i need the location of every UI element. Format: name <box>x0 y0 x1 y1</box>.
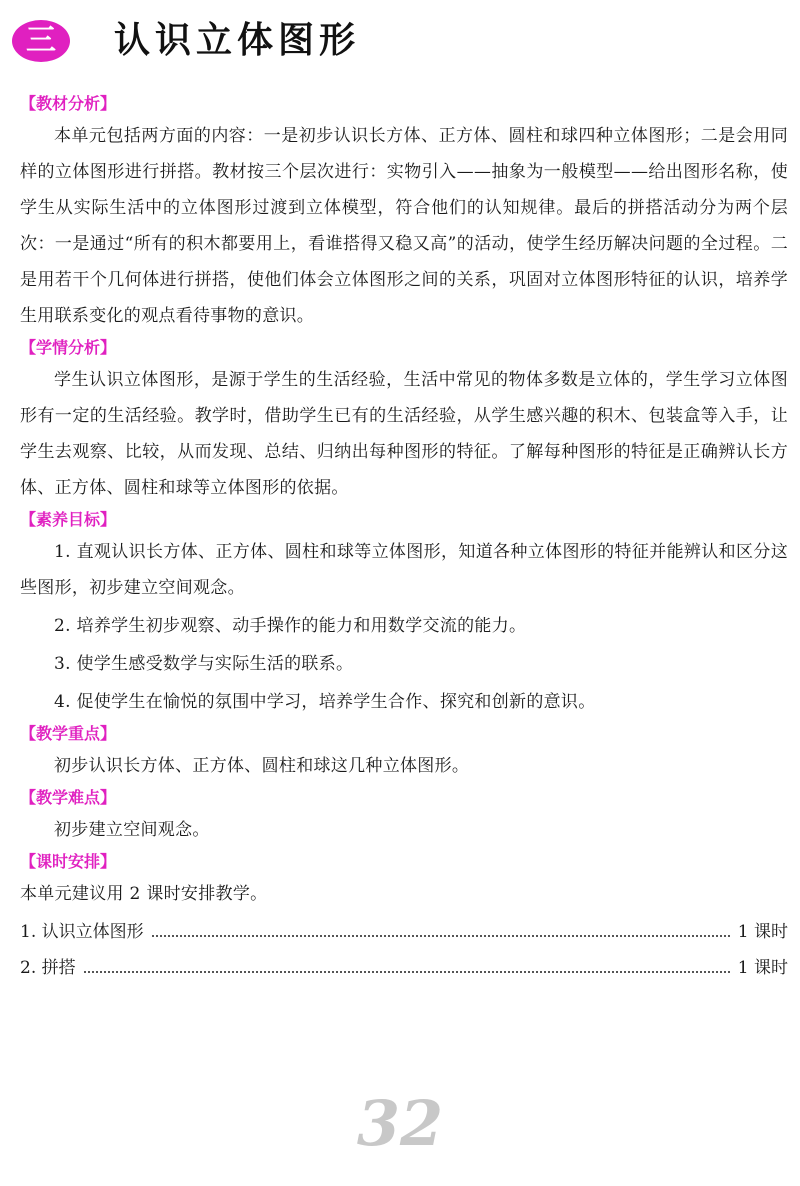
chapter-title: 认识立体图形 <box>114 20 361 61</box>
section-textbook-analysis <box>20 92 788 334</box>
paragraph: 初步认识长方体、正方体、圆柱和球这几种立体图形。 <box>54 756 470 776</box>
section-heading: 【教学难点】 <box>20 788 117 807</box>
section-heading: 【教材分析】 <box>20 94 117 113</box>
page-content <box>20 92 788 986</box>
schedule-item-label: 2. 拼搭 <box>20 958 76 978</box>
schedule-row <box>20 914 788 950</box>
schedule-intro: 本单元建议用 2 课时安排教学。 <box>20 884 268 904</box>
chapter-header <box>10 14 790 70</box>
page-number: 32 <box>356 1087 444 1160</box>
section-heading: 【素养目标】 <box>20 510 117 529</box>
section-goals <box>20 508 788 720</box>
goal-item: 4. 促使学生在愉悦的氛围中学习，培养学生合作、探究和创新的意识。 <box>54 692 596 712</box>
schedule-row <box>20 950 788 986</box>
schedule-item-label: 1. 认识立体图形 <box>20 922 144 942</box>
goal-item: 2. 培养学生初步观察、动手操作的能力和用数学交流的能力。 <box>54 616 527 636</box>
goal-item: 1. 直观认识长方体、正方体、圆柱和球等立体图形，知道各种立体图形的特征并能辨认和区分这些图形，初步建立空间观念。 <box>20 542 788 598</box>
section-heading: 【课时安排】 <box>20 852 117 871</box>
schedule-item-value: 1 课时 <box>737 958 788 978</box>
goal-item: 3. 使学生感受数学与实际生活的联系。 <box>54 654 354 674</box>
paragraph: 本单元包括两方面的内容：一是初步认识长方体、正方体、圆柱和球四种立体图形；二是会用同样的立体图形进行拼搭。教材按三个层次进行：实物引入——抽象为一般模型——给出图形名称，使学生从实际生活中的立体图形过渡到立体模型，符合他们的认知规律。最后的拼搭活动分为两个层次：一是通过“所有的积木都要用上，看谁搭得又稳又高”的活动，使学生经历解决问题的全过程。二是用若干个几何体进行拼搭，使他们体会立体图形之间的关系，巩固对立体图形特征的认识，培养学生用联系变化的观点看待事物的意识。 <box>20 126 788 326</box>
leader-dots <box>152 934 730 937</box>
section-heading: 【教学重点】 <box>20 724 117 743</box>
section-key-points <box>20 722 788 784</box>
schedule-item-value: 1 课时 <box>737 922 788 942</box>
paragraph: 学生认识立体图形，是源于学生的生活经验，生活中常见的物体多数是立体的，学生学习立体图形有一定的生活经验。教学时，借助学生已有的生活经验，从学生感兴趣的积木、包装盒等入手，让学生去观察、比较，从而发现、总结、归纳出每种图形的特征。了解每种图形的特征是正确辨认长方体、正方体、圆柱和球等立体图形的依据。 <box>20 370 788 498</box>
chapter-number-badge: 三 <box>12 20 70 62</box>
section-heading: 【学情分析】 <box>20 338 117 357</box>
section-difficulties <box>20 786 788 848</box>
section-schedule <box>20 850 788 986</box>
paragraph: 初步建立空间观念。 <box>54 820 210 840</box>
leader-dots <box>84 970 730 973</box>
section-student-analysis <box>20 336 788 506</box>
